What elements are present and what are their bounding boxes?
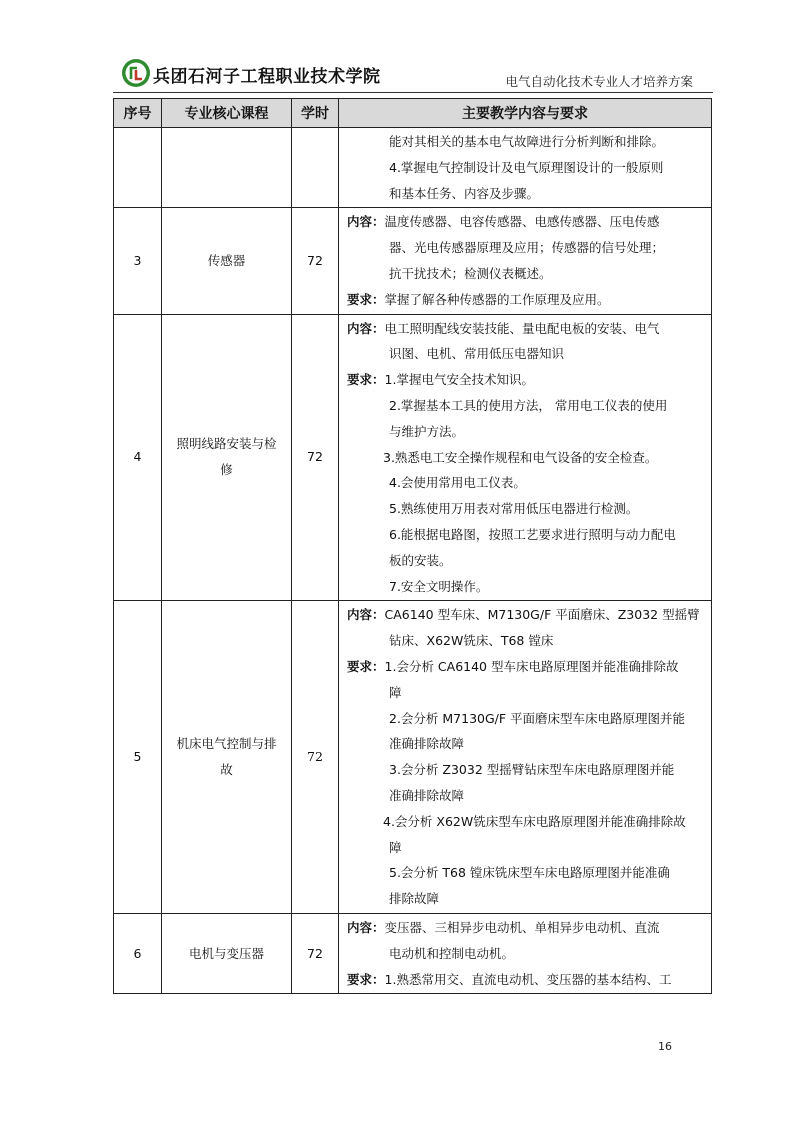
content-line: 变压器、三相异步电动机、单相异步电动机、直流	[384, 919, 660, 935]
content-line: 识图、电机、常用低压电器知识	[389, 346, 565, 362]
table-row	[114, 128, 712, 208]
content-line: 4.掌握电气控制设计及电气原理图设计的一般原则	[389, 159, 664, 175]
row-content	[339, 208, 712, 314]
header-content: 主要教学内容与要求	[339, 99, 712, 128]
requirement-label: 要求：	[347, 372, 385, 388]
course-name-line: 修	[220, 462, 233, 478]
requirement-line: 障	[389, 839, 402, 855]
content-line: 能对其相关的基本电气故障进行分析判断和排除。	[389, 134, 665, 149]
school-name: 兵团石河子工程职业技术学院	[153, 67, 381, 87]
header-course: 专业核心课程	[162, 99, 292, 128]
content-line: 抗干扰技术；检测仪表概述。	[389, 265, 552, 281]
content-line: CA6140 型车床、M7130G/F 平面磨床、Z3032 型摇臂	[384, 607, 700, 623]
requirement-line: 3.会分析 Z3032 型摇臂钻床型车床电路原理图并能	[389, 762, 675, 778]
row-hours: 72	[292, 601, 339, 914]
row-content	[339, 913, 712, 993]
row-no: 5	[114, 601, 162, 914]
requirement-line: 掌握了解各种传感器的工作原理及应用。	[384, 291, 610, 307]
requirement-line: 1.会分析 CA6140 型车床电路原理图并能准确排除故	[384, 658, 679, 674]
school-emblem-icon	[121, 58, 151, 88]
requirement-line: 排除故障	[389, 891, 440, 907]
row-no: 3	[114, 208, 162, 314]
row-no: 6	[114, 913, 162, 993]
requirement-line: 6.能根据电路图，按照工艺要求进行照明与动力配电	[389, 526, 676, 542]
course-name-line: 机床电气控制与排	[176, 736, 277, 752]
row-course	[162, 601, 292, 914]
requirement-label: 要求：	[347, 658, 385, 674]
requirement-line: 板的安装。	[389, 552, 452, 568]
requirement-label: 要求：	[347, 971, 385, 987]
requirement-line: 与维护方法。	[389, 423, 465, 439]
requirement-line: 2.掌握基本工具的使用方法， 常用电工仪表的使用	[389, 397, 668, 413]
row-no	[114, 128, 162, 208]
page-header	[113, 58, 713, 92]
table-header-row	[114, 99, 712, 128]
curriculum-table	[113, 98, 712, 994]
row-course: 电机与变压器	[162, 913, 292, 993]
table-row	[114, 601, 712, 914]
content-line: 电动机和控制电动机。	[389, 945, 515, 961]
content-line: 钻床、X62W铣床、T68 镗床	[389, 633, 554, 649]
course-name-line: 故	[220, 762, 233, 778]
row-content	[339, 128, 712, 208]
row-hours: 72	[292, 913, 339, 993]
content-line: 器、光电传感器原理及应用；传感器的信号处理；	[389, 240, 665, 256]
row-content	[339, 601, 712, 914]
requirement-line: 5.熟练使用万用表对常用低压电器进行检测。	[389, 501, 639, 517]
requirement-label: 要求：	[347, 291, 385, 307]
row-course	[162, 128, 292, 208]
table-row	[114, 314, 712, 601]
requirement-line: 7.安全文明操作。	[389, 578, 489, 594]
content-line: 温度传感器、电容传感器、电感传感器、压电传感	[384, 214, 660, 230]
row-content	[339, 314, 712, 601]
row-no: 4	[114, 314, 162, 601]
table-row	[114, 913, 712, 993]
requirement-line: 准确排除故障	[389, 787, 465, 803]
requirement-line: 4.会使用常用电工仪表。	[389, 475, 526, 491]
content-label: 内容：	[347, 214, 385, 230]
header-no: 序号	[114, 99, 162, 128]
requirement-line: 障	[389, 684, 402, 700]
requirement-line: 5.会分析 T68 镗床铣床型车床电路原理图并能准确	[389, 865, 670, 881]
content-label: 内容：	[347, 919, 385, 935]
content-line: 和基本任务、内容及步骤。	[389, 185, 540, 201]
document-title: 电气自动化技术专业人才培养方案	[505, 74, 693, 89]
content-label: 内容：	[347, 607, 385, 623]
row-course	[162, 314, 292, 601]
content-label: 内容：	[347, 320, 385, 336]
requirement-line: 3.熟悉电工安全操作规程和电气设备的安全检查。	[383, 449, 658, 465]
requirement-line: 准确排除故障	[389, 736, 465, 752]
row-course: 传感器	[162, 208, 292, 314]
requirement-line: 4.会分析 X62W铣床型车床电路原理图并能准确排除故	[383, 813, 686, 829]
content-line: 电工照明配线安装技能、量电配电板的安装、电气	[384, 320, 660, 336]
row-hours	[292, 128, 339, 208]
course-name-line: 照明线路安装与检	[176, 436, 277, 452]
requirement-line: 1.掌握电气安全技术知识。	[384, 372, 534, 388]
table-row	[114, 208, 712, 314]
requirement-line: 2.会分析 M7130G/F 平面磨床型车床电路原理图并能	[389, 710, 686, 726]
row-hours: 72	[292, 314, 339, 601]
requirement-line: 1.熟悉常用交、直流电动机、变压器的基本结构、工	[384, 971, 672, 987]
header-hours: 学时	[292, 99, 339, 128]
page-number: 16	[658, 1040, 672, 1053]
row-hours: 72	[292, 208, 339, 314]
header-divider	[113, 92, 713, 93]
